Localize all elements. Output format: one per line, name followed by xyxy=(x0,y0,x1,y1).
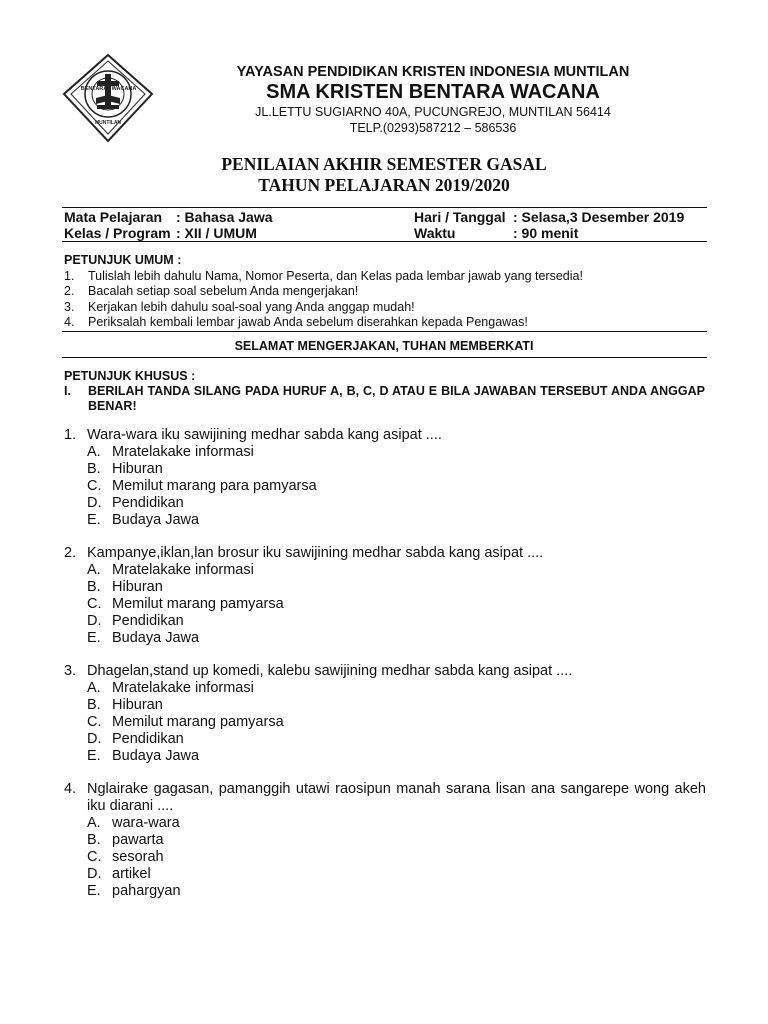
option-letter: D. xyxy=(87,731,102,747)
answer-option xyxy=(64,630,706,647)
option-text: Memilut marang pamyarsa xyxy=(112,596,284,612)
option-letter: C. xyxy=(87,714,102,730)
option-letter: A. xyxy=(87,562,101,578)
option-text: Mratelakake informasi xyxy=(112,562,254,578)
option-letter: A. xyxy=(87,444,101,460)
option-letter: C. xyxy=(87,849,102,865)
option-text: Hiburan xyxy=(112,579,163,595)
option-text: pawarta xyxy=(112,832,164,848)
general-instruction-item xyxy=(64,315,704,331)
option-letter: A. xyxy=(87,815,101,831)
section-instruction xyxy=(64,384,705,414)
option-letter: E. xyxy=(87,630,101,646)
question-list xyxy=(64,427,706,916)
option-letter: E. xyxy=(87,512,101,528)
option-text: sesorah xyxy=(112,849,164,865)
question-number: 4. xyxy=(64,781,77,797)
item-text: Bacalah setiap soal sebelum Anda mengerjakan! xyxy=(88,284,359,298)
question-text: Nglairake gagasan, pamanggih utawi raosipun manah sarana lisan ana sangarepe wong akeh iku diarani .... xyxy=(87,781,706,814)
option-letter: D. xyxy=(87,613,102,629)
class-label: Kelas / Program xyxy=(64,225,171,241)
option-letter: B. xyxy=(87,697,101,713)
general-instruction-item xyxy=(64,284,704,300)
option-text: Pendidikan xyxy=(112,495,184,511)
option-text: Mratelakake informasi xyxy=(112,444,254,460)
general-instructions xyxy=(64,253,704,331)
question-number: 2. xyxy=(64,545,77,561)
subject-label: Mata Pelajaran xyxy=(64,209,163,225)
school-name: SMA KRISTEN BENTARA WACANA xyxy=(266,81,600,103)
school-phone: TELP.(0293)587212 – 586536 xyxy=(349,121,517,135)
option-letter: B. xyxy=(87,579,101,595)
answer-option xyxy=(64,495,706,512)
question-number: 1. xyxy=(64,427,77,443)
subject-value: : Bahasa Jawa xyxy=(176,209,273,225)
answer-option xyxy=(64,748,706,765)
answer-option xyxy=(64,815,706,832)
option-letter: B. xyxy=(87,832,101,848)
item-number: 1. xyxy=(64,268,75,283)
question-item xyxy=(64,781,706,900)
general-instructions-heading: PETUNJUK UMUM : xyxy=(64,253,182,267)
question-text: Dhagelan,stand up komedi, kalebu sawijining medhar sabda kang asipat .... xyxy=(87,663,573,679)
general-instruction-item xyxy=(64,269,704,285)
section-number: I. xyxy=(64,384,71,398)
option-letter: C. xyxy=(87,596,102,612)
exam-info xyxy=(64,209,704,241)
option-text: pahargyan xyxy=(112,883,181,899)
item-text: Periksalah kembali lembar jawab Anda sebelum diserahkan kepada Pengawas! xyxy=(88,315,528,329)
day-value: : Selasa,3 Desember 2019 xyxy=(513,209,685,225)
option-letter: E. xyxy=(87,883,101,899)
answer-option xyxy=(64,849,706,866)
time-label: Waktu xyxy=(414,225,456,241)
option-text: Hiburan xyxy=(112,461,163,477)
option-text: wara-wara xyxy=(112,815,180,831)
divider-info xyxy=(62,241,707,242)
answer-option xyxy=(64,562,706,579)
logo-text-top: BENTARA xyxy=(80,86,108,92)
foundation-name: YAYASAN PENDIDIKAN KRISTEN INDONESIA MUNTILAN xyxy=(236,64,630,80)
logo-text-right: WACANA xyxy=(111,86,137,92)
exam-title-line1: PENILAIAN AKHIR SEMESTER GASAL xyxy=(221,154,547,174)
class-value: : XII / UMUM xyxy=(176,225,257,241)
answer-option xyxy=(64,714,706,731)
special-instructions xyxy=(64,369,705,414)
answer-option xyxy=(64,866,706,883)
divider-top xyxy=(62,207,707,208)
exam-title xyxy=(0,154,768,196)
letterhead xyxy=(60,52,710,144)
question-item xyxy=(64,663,706,765)
divider-general xyxy=(62,331,707,332)
school-address: JL.LETTU SUGIARNO 40A, PUCUNGREJO, MUNTILAN 56414 xyxy=(255,105,611,119)
option-letter: C. xyxy=(87,478,102,494)
option-text: Pendidikan xyxy=(112,731,184,747)
item-number: 4. xyxy=(64,315,75,329)
section-text: BERILAH TANDA SILANG PADA HURUF A, B, C, D ATAU E BILA JAWABAN TERSEBUT ANDA ANGGAP BENAR! xyxy=(88,384,705,413)
divider-greeting xyxy=(62,357,707,358)
answer-option xyxy=(64,883,706,900)
special-instructions-heading: PETUNJUK KHUSUS : xyxy=(64,369,196,383)
general-instruction-item xyxy=(64,300,704,316)
option-letter: B. xyxy=(87,461,101,477)
option-text: Hiburan xyxy=(112,697,163,713)
item-number: 2. xyxy=(64,284,75,298)
answer-option xyxy=(64,596,706,613)
item-text: Tulislah lebih dahulu Nama, Nomor Peserta, dan Kelas pada lembar jawab yang tersedia! xyxy=(88,268,583,283)
option-text: Budaya Jawa xyxy=(112,748,200,764)
option-text: artikel xyxy=(112,866,151,882)
time-value: : 90 menit xyxy=(513,225,579,241)
answer-option xyxy=(64,731,706,748)
item-number: 3. xyxy=(64,299,75,314)
question-number: 3. xyxy=(64,663,77,679)
exam-title-line2: TAHUN PELAJARAN 2019/2020 xyxy=(258,175,510,195)
answer-option xyxy=(64,613,706,630)
option-text: Memilut marang pamyarsa xyxy=(112,714,284,730)
answer-option xyxy=(64,680,706,697)
answer-option xyxy=(64,832,706,849)
option-letter: E. xyxy=(87,748,101,764)
option-text: Memilut marang para pamyarsa xyxy=(112,478,317,494)
answer-option xyxy=(64,512,706,529)
answer-option xyxy=(64,697,706,714)
option-text: Budaya Jawa xyxy=(112,630,200,646)
question-text: Kampanye,iklan,lan brosur iku sawijining medhar sabda kang asipat .... xyxy=(87,545,544,561)
option-text: Pendidikan xyxy=(112,613,184,629)
answer-option xyxy=(64,579,706,596)
logo-text-bottom: MUNTILAN xyxy=(94,120,122,126)
option-text: Budaya Jawa xyxy=(112,512,200,528)
question-item xyxy=(64,427,706,529)
day-label: Hari / Tanggal xyxy=(414,209,506,225)
greeting-text: SELAMAT MENGERJAKAN, TUHAN MEMBERKATI xyxy=(234,339,534,353)
item-text: Kerjakan lebih dahulu soal-soal yang Anda anggap mudah! xyxy=(88,299,415,314)
option-letter: D. xyxy=(87,866,102,882)
option-letter: A. xyxy=(87,680,101,696)
school-shield-logo-icon xyxy=(60,52,156,144)
answer-option xyxy=(64,444,706,461)
answer-option xyxy=(64,461,706,478)
option-letter: D. xyxy=(87,495,102,511)
answer-option xyxy=(64,478,706,495)
question-text: Wara-wara iku sawijining medhar sabda kang asipat .... xyxy=(87,427,442,443)
option-text: Mratelakake informasi xyxy=(112,680,254,696)
question-item xyxy=(64,545,706,647)
